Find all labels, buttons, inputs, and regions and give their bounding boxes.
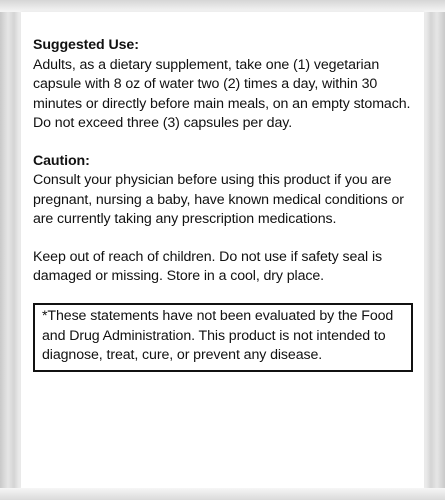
suggested-use-heading: Suggested Use:	[33, 37, 139, 53]
label-text-block	[33, 36, 418, 305]
caution-heading: Caution:	[33, 152, 90, 169]
suggested-use-limit: Do not exceed three (3) capsules per day.	[33, 115, 293, 131]
fda-disclaimer-box	[33, 303, 413, 372]
caution-body: Consult your physician before using this product if you are pregnant, nursing a baby, have known medical conditions or are currently taking any prescription medications.	[33, 172, 404, 227]
suggested-use-body: Adults, as a dietary supplement, take one (1) vegetarian capsule with 8 oz of water two (2) times a day, within 30 minutes or directly before main meals, on an empty stomach.	[33, 56, 411, 112]
bottle-bottom-edge	[0, 488, 445, 500]
storage-body: Keep out of reach of children. Do not use if safety seal is damaged or missing. Store in a cool, dry place.	[33, 248, 382, 284]
bottle-top-edge	[0, 0, 445, 12]
fda-disclaimer-text: *These statements have not been evaluated by the Food and Drug Administration. This product is not intended to diagnose, treat, cure, or prevent any disease.	[42, 308, 394, 363]
storage-section	[33, 248, 418, 287]
suggested-use-section	[33, 36, 418, 134]
caution-section	[33, 152, 418, 230]
